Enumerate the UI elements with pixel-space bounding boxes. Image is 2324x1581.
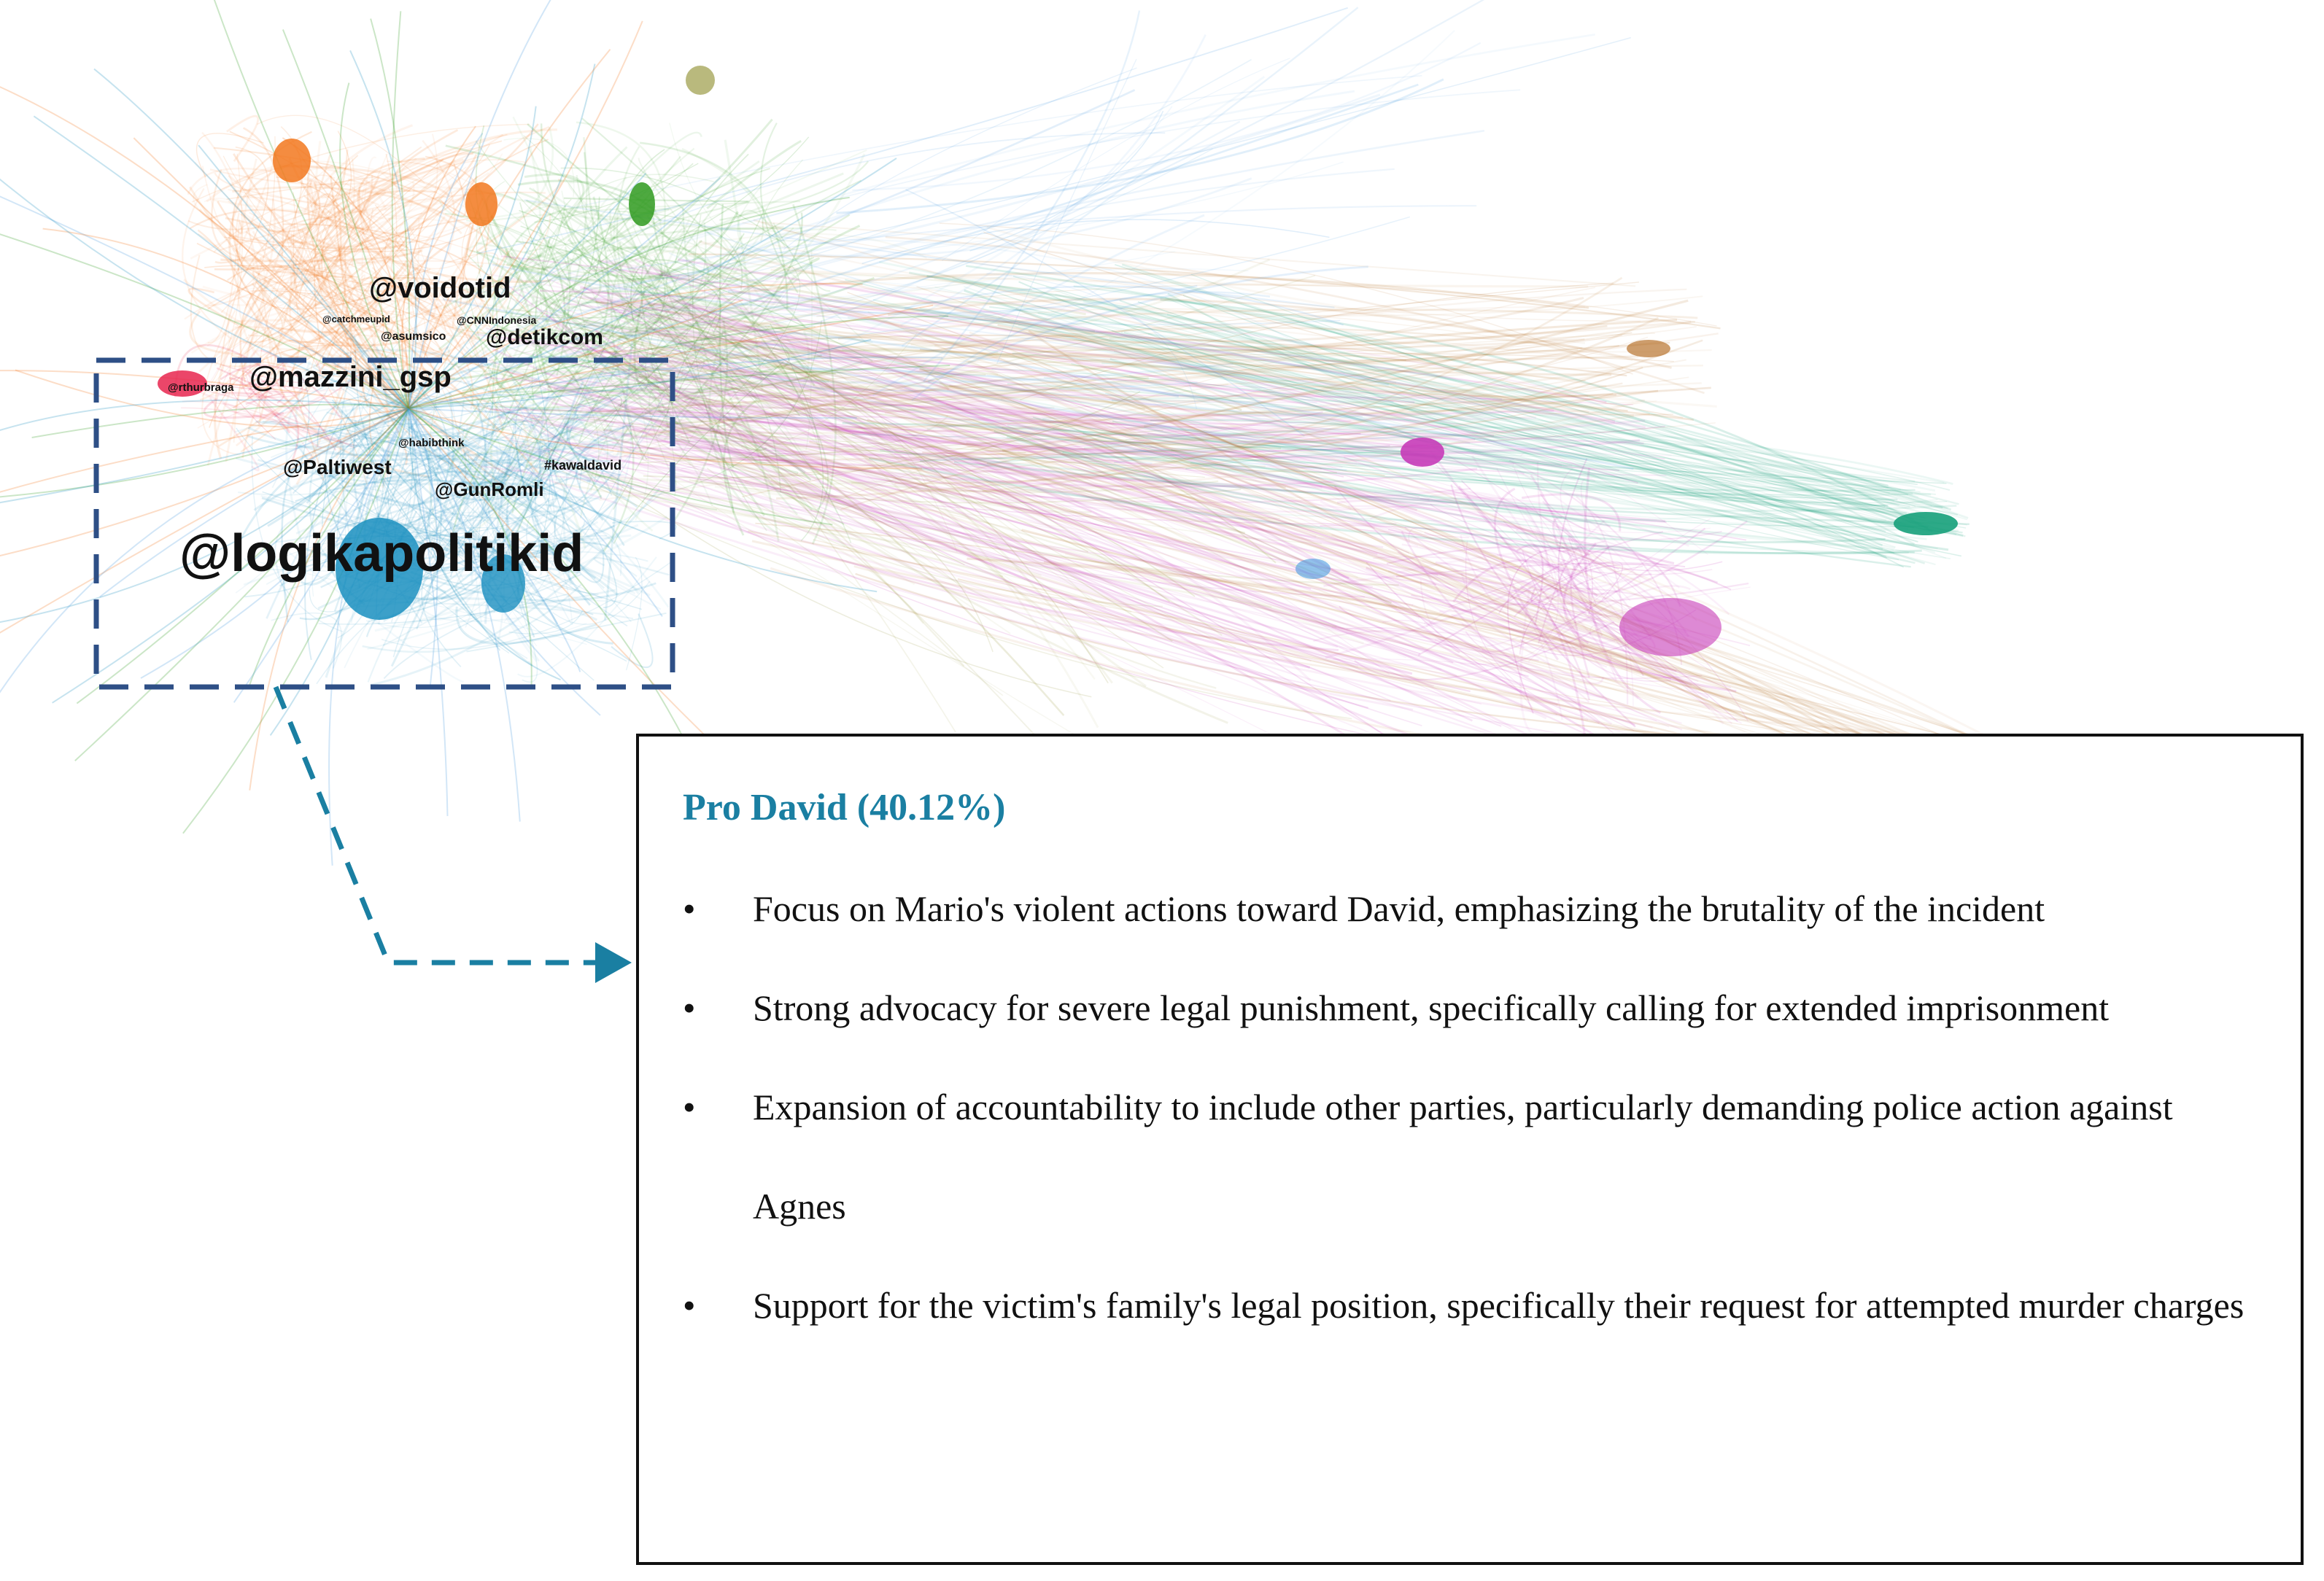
- bullet-text: Strong advocacy for severe legal punishment, specifically calling for extended imprisonment: [753, 987, 2110, 1028]
- node-label-paltiwest: @Paltiwest: [283, 456, 392, 478]
- list-item: [683, 1256, 2273, 1355]
- bullet-marker: •: [683, 1087, 696, 1127]
- node-label-mazzini-gsp: @mazzini_gsp: [249, 361, 452, 393]
- list-item: [683, 958, 2273, 1057]
- list-item: [683, 1057, 2273, 1256]
- bullet-marker: •: [683, 987, 696, 1028]
- callout-box: [636, 734, 2304, 1565]
- callout-title: Pro David (40.12%): [683, 787, 1006, 828]
- dashed-selection-box: [96, 360, 673, 687]
- connector-arrowhead: [595, 942, 632, 983]
- node-label-habibthink: @habibthink: [398, 437, 465, 449]
- bullet-list: [683, 859, 2273, 1355]
- node-label-gunromli: @GunRomli: [435, 478, 544, 500]
- node-label-catchmeupid: @catchmeupid: [322, 314, 390, 325]
- list-item: [683, 859, 2273, 958]
- node-label-kawaldavid: #kawaldavid: [544, 458, 622, 473]
- node-label-logikapolitikid: @logikapolitikid: [179, 524, 584, 583]
- node-label-detikcom: @detikcom: [486, 325, 603, 349]
- node-label-voidotid: @voidotid: [369, 272, 511, 304]
- bullet-marker: •: [683, 888, 696, 929]
- bullet-text: Expansion of accountability to include other parties, particularly demanding police action against Agnes: [753, 1087, 2173, 1227]
- node-label-cnnindonesia: @CNNIndonesia: [457, 314, 537, 326]
- bullet-marker: •: [683, 1285, 696, 1326]
- node-label-rthurbraga: @rthurbraga: [168, 381, 234, 394]
- node-label-asumsico: @asumsico: [381, 330, 446, 343]
- dashed-connector-line: [276, 687, 600, 963]
- bullet-text: Focus on Mario's violent actions toward David, emphasizing the brutality of the incident: [753, 888, 2045, 929]
- bullet-text: Support for the victim's family's legal position, specifically their request for attempted murder charges: [753, 1285, 2244, 1326]
